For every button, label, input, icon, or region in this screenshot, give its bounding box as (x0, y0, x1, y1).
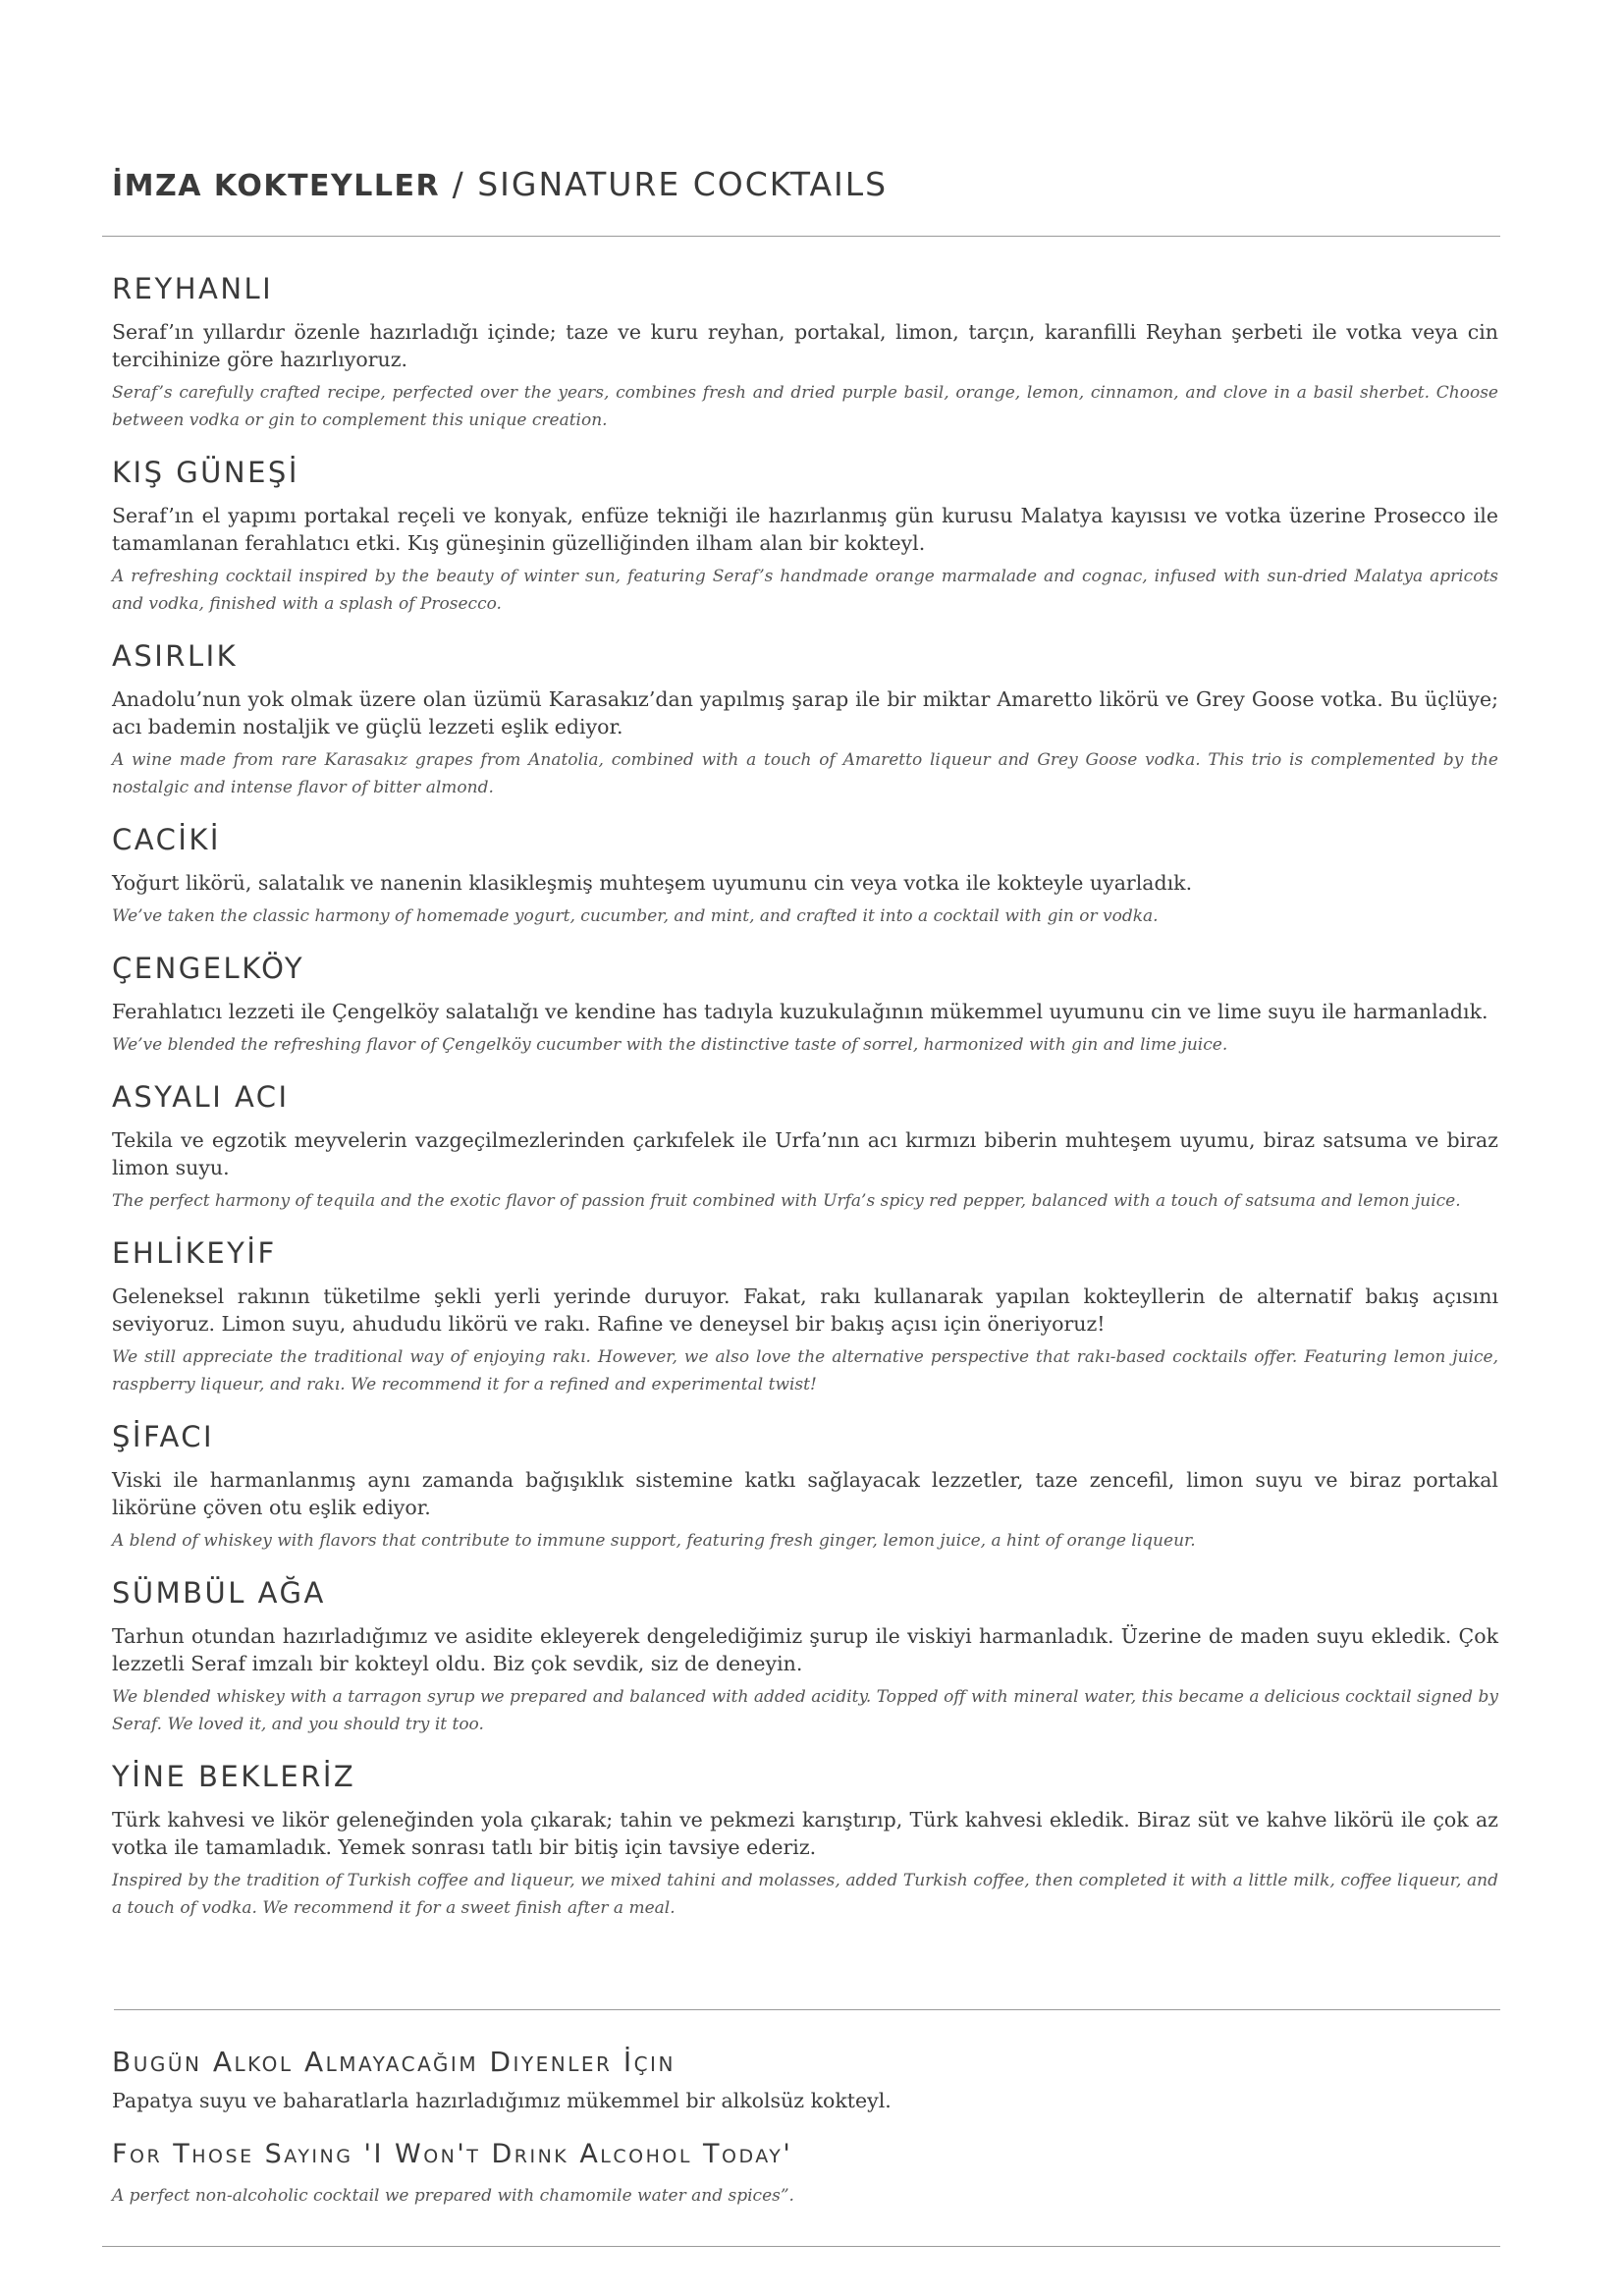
cocktail-description-en: We’ve blended the refreshing flavor of Çengelköy cucumber with the distinctive taste of sorrel, harmonized with gin and lime juice. (112, 1035, 1228, 1055)
cocktail-description-tr: Ferahlatıcı lezzeti ile Çengelköy salatalığı ve kendine has tadıyla kuzukulağının mükemmel uyumunu cin ve lime suyu ile harmanladık. (112, 1000, 1488, 1023)
cocktail-item (112, 271, 1498, 434)
cocktail-name: KIŞ GÜNEŞİ (112, 456, 299, 489)
cocktail-description-tr: Tekila ve egzotik meyvelerin vazgeçilmezlerinden çarkıfelek ile Urfa’nın acı kırmızı biberin muhteşem uyumu, biraz satsuma ve biraz limon suyu. (112, 1128, 1498, 1179)
cocktail-name: CACİKİ (112, 823, 221, 856)
middle-divider (114, 2009, 1500, 2010)
cocktail-description-en: We still appreciate the traditional way of enjoying rakı. However, we also love the alternative perspective that rakı-based cocktails offer. Featuring lemon juice, raspberry liqueur, and rakı. We recommend it for a refined and experimental twist! (112, 1347, 1498, 1394)
cocktail-description-en: A blend of whiskey with flavors that contribute to immune support, featuring fresh ginger, lemon juice, a hint of orange liqueur. (112, 1531, 1196, 1551)
cocktail-description-tr: Viski ile harmanlanmış aynı zamanda bağışıklık sistemine katkı sağlayacak lezzetler, taze zencefil, limon suyu ve biraz portakal likörüne çöven otu eşlik ediyor. (112, 1468, 1498, 1519)
cocktail-description-tr: Türk kahvesi ve likör geleneğinden yola çıkarak; tahin ve pekmezi karıştırıp, Türk kahvesi ekledik. Biraz süt ve kahve likörü ile çok az votka ile tamamladık. Yemek sonrası tatlı bir bitiş için tavsiye ederiz. (112, 1808, 1498, 1859)
cocktail-item (112, 1235, 1498, 1398)
cocktail-name: REYHANLI (112, 272, 274, 305)
bottom-divider (102, 2246, 1500, 2247)
non-alcoholic-title-en: For Those Saying 'I Won't Drink Alcohol Today' (112, 2139, 793, 2169)
cocktail-item (112, 1575, 1498, 1738)
cocktail-name: EHLİKEYİF (112, 1236, 277, 1270)
cocktail-description-en: A refreshing cocktail inspired by the beauty of winter sun, featuring Seraf’s handmade orange marmalade and cognac, infused with sun-dried Malatya apricots and vodka, finished with a splash of Prosecco. (112, 567, 1498, 614)
cocktail-name: ÇENGELKÖY (112, 952, 305, 985)
non-alcoholic-description-tr: Papatya suyu ve baharatlarla hazırladığımız mükemmel bir alkolsüz kokteyl. (112, 2089, 892, 2112)
non-alcoholic-section (112, 2045, 1498, 2210)
cocktail-description-tr: Tarhun otundan hazırladığımız ve asidite ekleyerek dengelediğimiz şurup ile viskiyi harmanladık. Üzerine de maden suyu ekledik. Çok lezzetli Seraf imzalı bir kokteyl oldu. Biz çok sevdik, siz de deneyin. (112, 1624, 1498, 1675)
top-divider (102, 236, 1500, 237)
cocktail-item (112, 455, 1498, 618)
page-title-tr: İMZA KOKTEYLLER (112, 169, 441, 203)
cocktail-item (112, 1079, 1498, 1215)
cocktail-description-tr: Seraf’ın el yapımı portakal reçeli ve konyak, enfüze tekniği ile hazırlanmış gün kurusu Malatya kayısısı ve votka üzerine Prosecco ile tamamlanan ferahlatıcı etki. Kış güneşinin güzelliğinden ilham alan bir kokteyl. (112, 504, 1498, 555)
page-title-separator: / (440, 165, 478, 203)
cocktail-item (112, 1759, 1498, 1922)
cocktail-description-tr: Geleneksel rakının tüketilme şekli yerli yerinde duruyor. Fakat, rakı kullanarak yapılan kokteyllerin de alternatif bakış açısını seviyoruz. Limon suyu, ahududu likörü ve rakı. Rafine ve deneysel bir bakış açısı için öneriyoruz! (112, 1285, 1498, 1336)
cocktail-description-en: Inspired by the tradition of Turkish coffee and liqueur, we mixed tahini and molasses, added Turkish coffee, then completed it with a little milk, coffee liqueur, and a touch of vodka. We recommend it for a sweet finish after a meal. (112, 1871, 1498, 1918)
cocktail-description-en: A wine made from rare Karasakız grapes from Anatolia, combined with a touch of Amaretto liqueur and Grey Goose vodka. This trio is complemented by the nostalgic and intense flavor of bitter almond. (112, 750, 1498, 797)
non-alcoholic-description-en: A perfect non-alcoholic cocktail we prepared with chamomile water and spices”. (112, 2186, 794, 2206)
cocktail-item (112, 1419, 1498, 1555)
cocktail-name: SÜMBÜL AĞA (112, 1576, 326, 1610)
cocktail-description-en: We blended whiskey with a tarragon syrup we prepared and balanced with added acidity. Topped off with mineral water, this became a delicious cocktail signed by Seraf. We loved it, and you should try it too. (112, 1687, 1498, 1734)
cocktail-description-tr: Yoğurt likörü, salatalık ve nanenin klasikleşmiş muhteşem uyumunu cin veya votka ile kokteyle uyarladık. (112, 871, 1193, 895)
page-title-en: SIGNATURE COCKTAILS (477, 165, 889, 203)
cocktail-description-en: We’ve taken the classic harmony of homemade yogurt, cucumber, and mint, and crafted it into a cocktail with gin or vodka. (112, 906, 1159, 926)
cocktail-name: ASYALI ACI (112, 1080, 290, 1114)
cocktail-item (112, 822, 1498, 930)
cocktail-description-en: Seraf’s carefully crafted recipe, perfected over the years, combines fresh and dried purple basil, orange, lemon, cinnamon, and clove in a basil sherbet. Choose between vodka or gin to complement this unique creation. (112, 383, 1498, 430)
cocktail-name: ASIRLIK (112, 639, 239, 673)
cocktail-description-en: The perfect harmony of tequila and the exotic flavor of passion fruit combined with Urfa’s spicy red pepper, balanced with a touch of satsuma and lemon juice. (112, 1191, 1461, 1211)
cocktail-description-tr: Seraf’ın yıllardır özenle hazırladığı içinde; taze ve kuru reyhan, portakal, limon, tarçın, karanfilli Reyhan şerbeti ile votka veya cin tercihinize göre hazırlıyoruz. (112, 320, 1498, 371)
cocktail-name: ŞİFACI (112, 1420, 215, 1453)
non-alcoholic-title-tr: Bugün Alkol Almayacağım Diyenler İçin (112, 2046, 676, 2078)
cocktail-list (112, 271, 1498, 1942)
cocktail-item (112, 951, 1498, 1059)
cocktail-item (112, 638, 1498, 801)
cocktail-description-tr: Anadolu’nun yok olmak üzere olan üzümü Karasakız’dan yapılmış şarap ile bir miktar Amaretto likörü ve Grey Goose votka. Bu üçlüye; acı bademin nostaljik ve güçlü lezzeti eşlik ediyor. (112, 687, 1498, 738)
cocktail-name: YİNE BEKLERİZ (112, 1760, 356, 1793)
page-title (112, 165, 888, 203)
